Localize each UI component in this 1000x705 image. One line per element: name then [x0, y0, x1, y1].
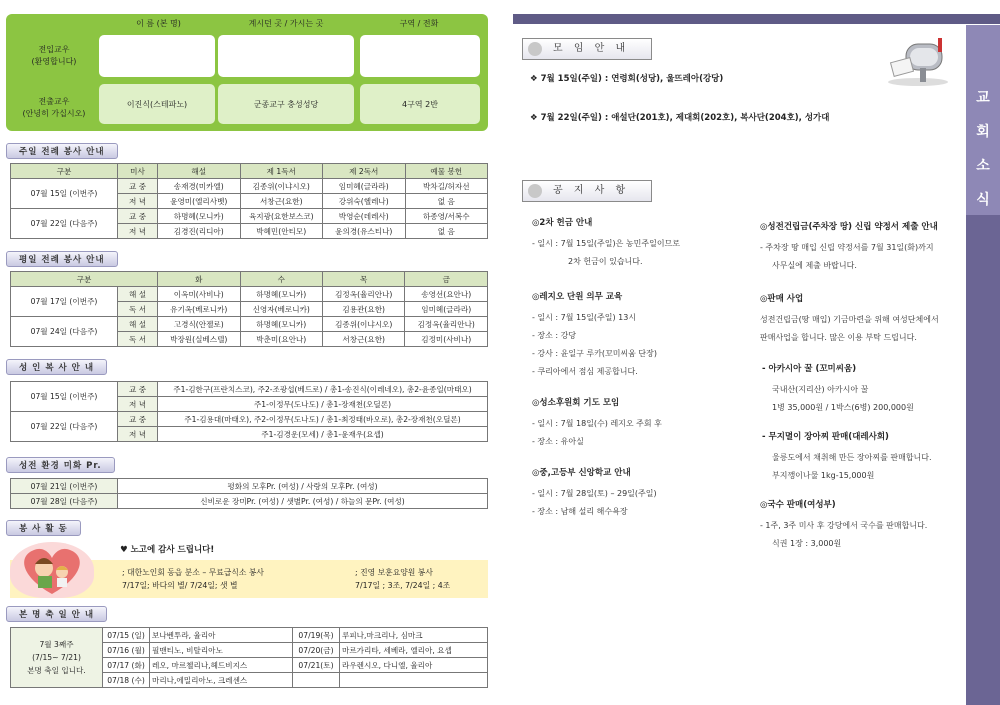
meeting-line-1: ❖ 7월 15일(주일) : 연령회(성당), 울뜨레아(강당)	[530, 74, 724, 84]
table-row: 07월 22일 (다음주) 교 중 하명혜(모니카) 육지광(요한보스코) 박영순(데레사) 하종영/서복수	[11, 209, 488, 224]
altar-server-table	[10, 381, 488, 442]
table-row: 07/18 (수) 마리나,에밀리아노, 크레센스	[11, 673, 488, 688]
incoming-zone-box	[360, 35, 480, 77]
service-panel	[10, 540, 488, 598]
col-name-header: 이 름 (본 명)	[136, 19, 181, 28]
heart-illustration	[10, 542, 94, 598]
service-right: ; 진영 보훈요양원 봉사 7/17일 ; 3조, 7/24일 ; 4조	[355, 568, 451, 590]
altar-server-title: 성 인 복 사 안 내	[6, 359, 107, 375]
table-row: 저 녁 김경진(리디아) 박혜민(안티모) 윤의경(유스티나) 없 음	[11, 224, 488, 239]
col-place-header: 계시던 곳 / 가시는 곳	[248, 19, 324, 28]
notice-right-column: ◎성전건립금(주차장 땅) 신립 약정서 제출 안내 - 주차장 땅 매입 신립 약정서를 7월 31일(화)까지 사무실에 제출 바랍니다. ◎판매 사업 성전건립금(땅 매입) 기금마련을 위해 여성단체에서 판매사업을 합니다. 많은 이용 부탁 드립니다. - 아카시아 꿀 (꼬미씨움) 국내산(지리산) 아카시아 꿀 1병 35,000원 / 1박스(6병) 200,000원 - 무지멸이 장아찌 판매(대레사회) 울릉도에서 채취해 만든 장아찌를 판매합니다. 부지깽이나물 1kg-15,000원 ◎국수 판매(여성부) - 1주, 3주 미사 후 강당에서 국수를 판매합니다. 식권 1장 : 3,000원	[760, 222, 939, 548]
incoming-place-box	[218, 35, 354, 77]
sunday-liturgy-title: 주일 전례 봉사 안내	[6, 143, 118, 159]
meeting-line-2: ❖ 7월 22일(주일) : 애설단(201호), 제대회(202호), 복사단(204호), 성가대	[530, 113, 830, 123]
person-icon	[528, 184, 542, 198]
table-row: 07월 22일 (다음주) 교 중 주1-김용대(마태오), 주2-이정무(도나도) / 총1-최정태(바오로), 총2-장재천(오딜론)	[11, 412, 488, 427]
table-row: 저 녁 주1-김경운(모세) / 총1-윤재우(요셉)	[11, 427, 488, 442]
table-row: 07월 24일 (다음주) 해 설 고경식(안젤로) 하명혜(모니카) 김종위(이냐시오) 김정옥(율리안나)	[11, 317, 488, 332]
service-title: 봉 사 활 동	[6, 520, 81, 536]
service-left: ; 대한노인회 동읍 분소 – 무료급식소 봉사 7/17일; 바다의 별/ 7/24일; 샛 별	[122, 568, 264, 590]
notice-left-column: ◎2차 헌금 안내 - 일시 : 7월 15일(주일)은 농민주일이므로 2차 헌금이 있습니다. ◎레지오 단원 의무 교육 - 일시 : 7월 15일(주일) 13시 - 장소 : 강당 - 강사 : 윤일구 루카(꼬미씨움 단장) - 쿠리아에서 점심 제공합니다. ◎성소후원회 기도 모임 - 일시 : 7월 18일(수) 레지오 주회 후 - 장소 : 유아실 ◎중,고등부 신앙학교 안내 - 일시 : 7월 28일(토) – 29일(주일) - 장소 : 남해 설리 해수욕장	[532, 218, 680, 516]
table-row: 독 서 박장원(실베스텔) 박춘미(요안나) 서창근(요한) 김정미(사비나)	[11, 332, 488, 347]
table-row: 저 녁 윤영미(엘리사벳) 서창근(요한) 강위숙(헬레나) 없 음	[11, 194, 488, 209]
outgoing-zone: 4구역 2반	[360, 84, 480, 124]
table-row: 07월 21일 (이번주) 평화의 모후Pr. (여성) / 사랑의 모후Pr. (여성)	[11, 479, 488, 494]
incoming-label: 전입교우 (환영합니다)	[31, 45, 77, 66]
newcomer-panel	[6, 14, 488, 131]
col-zone-header: 구역 / 전화	[399, 19, 439, 28]
table-row: 07월 28일 (다음주) 신비로운 장미Pr. (여성) / 샛별Pr. (여성) / 하늘의 문Pr. (여성)	[11, 494, 488, 509]
outgoing-label: 전출교우 (안녕히 가십시오)	[22, 97, 86, 118]
feast-table	[10, 627, 488, 688]
weekday-liturgy-table: 구분 화 수 목 금 07월 17일 (이번주) 해 설 이옥미(사비나) 하명혜(모니카) 김정옥(율리안나) 송영선(요안나) 독 서 유기옥(베로니카) 신영자(베로니카) 김용관(요한) 임미혜(글라라) 07월 24일 (다음주) 해 설 고경식(안젤로) 하명혜(모니카) 김종위(이냐시오) 김정옥(율리안나) 독 서 박장원(실베스텔) 박춘미(요안나) 서창근(요한) 김정미(사비나)	[10, 271, 488, 347]
notice-title: 공 지 사 항	[522, 180, 652, 202]
outgoing-place: 군종교구 충성성당	[218, 84, 354, 124]
table-row: 독 서 유기옥(베로니카) 신영자(베로니카) 김용관(요한) 임미혜(글라라)	[11, 302, 488, 317]
thanks-text: ♥ 노고에 감사 드립니다!	[120, 545, 215, 555]
cleaning-table	[10, 478, 488, 509]
sunday-liturgy-table: 구분 미사 해설 제 1독서 제 2독서 예물 봉헌 07월 15일 (이번주) 교 중 송재경(미카엘) 김종위(이냐시오) 임미혜(글라라) 박차길/허자선 저 녁 윤영미(엘리사벳) 서창근(요한) 강위숙(헬레나) 없 음 07월 22일 (다음주) 교 중 하명혜(모니카) 육지광(요한보스코) 박영순(데레사) 하종영/서복수 저 녁 김경진(리디아) 박혜민(안티모) 윤의경(유스티나) 없 음	[10, 163, 488, 239]
cleaning-title: 성전 환경 미화 Pr.	[6, 457, 115, 473]
table-row: 저 녁 주1-이정무(도나도) / 총1-장재천(오딜론)	[11, 397, 488, 412]
outgoing-name: 이진식(스테파노)	[99, 84, 215, 124]
table-row: 07/17 (화) 레오, 마르첼리나,헤드비지스 07/21(토) 라우렌시오, 다니엘, 율리아	[11, 658, 488, 673]
table-row: 7월 3째주 (7/15~ 7/21) 본명 축일 입니다. 07/15 (일) 보나벤투라, 율리아 07/19(목) 루피나,마크리나, 심마크	[11, 628, 488, 643]
table-row: 07월 17일 (이번주) 해 설 이옥미(사비나) 하명혜(모니카) 김정옥(율리안나) 송영선(요안나)	[11, 287, 488, 302]
weekday-liturgy-title: 평일 전례 봉사 안내	[6, 251, 118, 267]
person-icon	[528, 42, 542, 56]
side-bar: 교 회 소 식	[966, 25, 1000, 705]
mailbox-icon	[884, 34, 954, 88]
incoming-name-box	[99, 35, 215, 77]
table-row: 07/16 (월) 필맨티노, 비탈리아노 07/20(금) 마르가리타, 세베라, 엘리아, 요셉	[11, 643, 488, 658]
feast-title: 본 명 축 일 안 내	[6, 606, 107, 622]
table-row: 07월 15일 (이번주) 교 중 송재경(미카엘) 김종위(이냐시오) 임미혜(글라라) 박차길/허자선	[11, 179, 488, 194]
table-row: 07월 15일 (이번주) 교 중 주1-김한구(프란치스코), 주2-조광섭(베드로) / 총1-송진식(이레네오), 총2-윤종일(마태오)	[11, 382, 488, 397]
meeting-title: 모 임 안 내	[522, 38, 652, 60]
